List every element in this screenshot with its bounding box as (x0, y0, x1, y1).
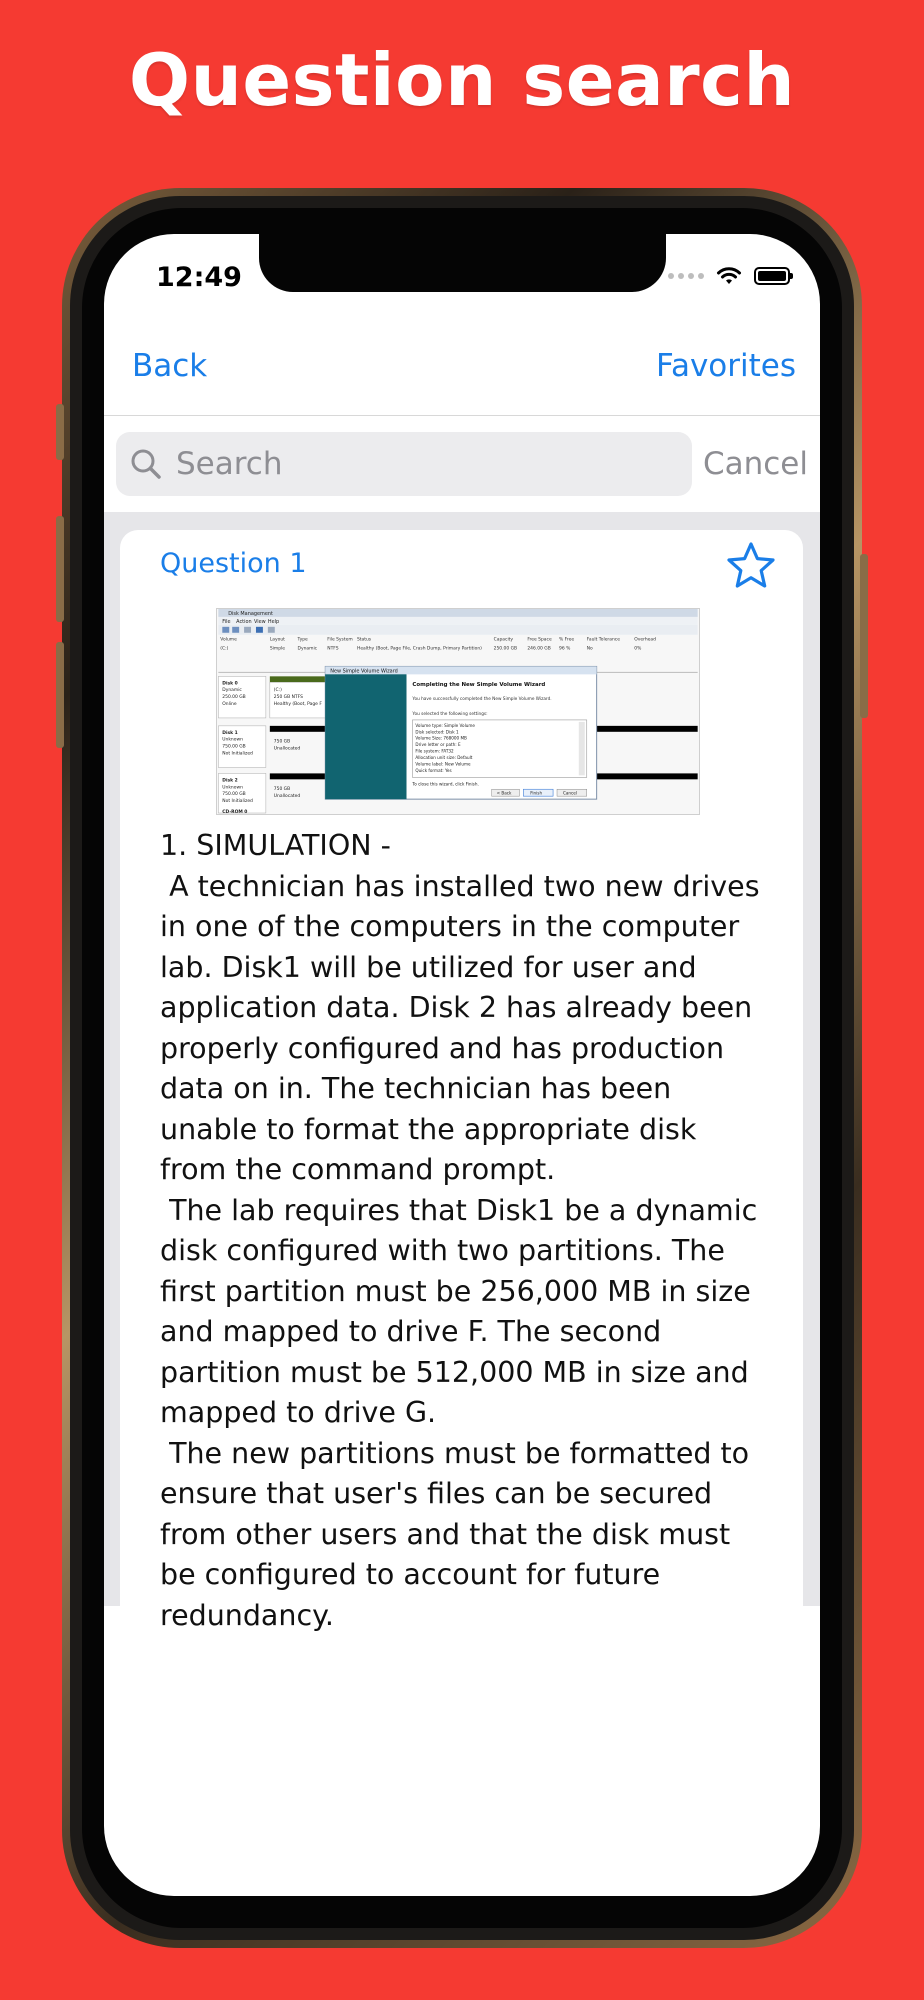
figure-col-overhead: Overhead (634, 637, 656, 643)
figure-disk2-line2: 750.00 GB (222, 792, 246, 798)
question-text: 1. SIMULATION - A technician has installed two new drives in one of the computers in the computer lab. Disk1 will be utilized for user and application data. Disk 2 has already been properly configured and has production data on in. The technician has been unable to format the appropriate disk from the command prompt. The lab requires that Disk1 be a dynamic disk configured with two partitions. The first partition must be 256,000 MB in size and mapped to drive F. The second partition must be 512,000 MB in size and mapped to drive G. The new partitions must be formatted to ensure that user's files can be secured from other users and that the disk must be configured to account for future redundancy. (160, 829, 760, 1632)
figure-disk0-line1: Dynamic (222, 688, 242, 694)
figure-disk0-part2: 250 GB NTFS (273, 695, 303, 701)
question-card[interactable] (120, 530, 803, 1730)
figure-disk2-part2: Unallocated (273, 794, 301, 800)
figure-menu-action: Action (236, 618, 252, 625)
figure-wizard-line2: You selected the following settings: (412, 711, 488, 717)
figure-wizard-heading: Completing the New Simple Volume Wizard (412, 682, 546, 689)
volume-up-button (56, 516, 64, 622)
phone-screen (104, 234, 820, 1896)
figure-disk1-name: Disk 1 (222, 730, 238, 736)
figure-col-layout: Layout (269, 637, 285, 643)
favorite-star-icon[interactable] (725, 540, 777, 592)
page-headline: Question search (128, 38, 796, 122)
power-button (860, 554, 868, 718)
search-field[interactable] (116, 432, 692, 496)
figure-setting-6: Allocation unit size: Default (415, 755, 473, 761)
figure-disk0-line3: Online (222, 702, 237, 708)
figure-disk0-part3: Healthy (Boot, Page F (273, 702, 322, 708)
figure-row-fault: No (586, 646, 593, 652)
figure-setting-5: File system: FAT32 (415, 748, 454, 754)
figure-disk2-part1: 750 GB (273, 787, 291, 793)
figure-row-capacity: 250.00 GB (493, 646, 518, 652)
figure-row-pctfree: 96 % (559, 646, 571, 652)
figure-row-free: 246.00 GB (527, 646, 551, 652)
figure-row-type: Dynamic (297, 646, 318, 652)
navigation-bar (104, 310, 820, 416)
figure-row-status: Healthy (Boot, Page File, Crash Dump, Primary Partition) (356, 646, 482, 652)
volume-down-button (56, 642, 64, 748)
figure-disk2-name: Disk 2 (222, 778, 238, 784)
figure-col-pctfree: % Free (559, 637, 575, 643)
figure-disk1-line3: Not Initialized (222, 751, 253, 757)
figure-setting-2: Disk selected: Disk 1 (415, 729, 459, 735)
favorites-button[interactable]: Favorites (655, 348, 796, 384)
figure-setting-7: Volume label: New Volume (415, 761, 471, 767)
figure-menu-view: View (253, 618, 266, 625)
figure-disk2-line1: Unknown (222, 785, 243, 791)
figure-setting-4: Drive letter or path: E (415, 742, 461, 748)
figure-col-free: Free Space (527, 637, 552, 643)
results-list (104, 512, 820, 1632)
figure-disk0-part1: (C:) (273, 688, 282, 694)
notch (259, 234, 666, 292)
figure-wizard-title: New Simple Volume Wizard (330, 668, 398, 675)
figure-disk0-line2: 250.00 GB (222, 695, 246, 701)
figure-disk1-part1: 750 GB (273, 739, 291, 745)
figure-col-status: Status (356, 637, 372, 643)
figure-menu-file: File (222, 618, 231, 625)
signal-dots-icon (668, 273, 704, 279)
figure-cdrom-name: CD-ROM 0 (222, 810, 248, 816)
figure-col-volume: Volume (220, 637, 237, 643)
figure-setting-1: Volume type: Simple Volume (415, 722, 475, 728)
battery-icon (754, 267, 790, 285)
wifi-icon (716, 266, 742, 286)
figure-col-capacity: Capacity (493, 637, 514, 643)
search-bar (104, 416, 820, 512)
figure-setting-3: Volume Size: 768000 MB (415, 735, 467, 741)
figure-disk2-line3: Not Initialized (222, 799, 253, 805)
side-button (56, 404, 64, 460)
figure-row-volume: (C:) (220, 646, 229, 652)
figure-menu-help: Help (267, 618, 280, 625)
figure-disk1-line2: 750.00 GB (222, 744, 246, 750)
figure-setting-8: Quick format: Yes (415, 767, 452, 773)
figure-col-fs: File System (327, 637, 353, 643)
status-icons (668, 266, 790, 286)
cancel-button[interactable]: Cancel (702, 446, 808, 482)
figure-cancel-button: Cancel (562, 790, 578, 796)
figure-disk1-part2: Unallocated (273, 746, 301, 752)
figure-disk1-line1: Unknown (222, 737, 243, 743)
figure-back-button: < Back (496, 790, 512, 796)
question-label: Question 1 (160, 548, 307, 579)
figure-col-type: Type (297, 637, 308, 643)
figure-finish-button: Finish (530, 790, 543, 796)
back-button[interactable]: Back (132, 348, 208, 384)
figure-window-title: Disk Management (228, 610, 273, 617)
figure-row-fs: NTFS (327, 646, 339, 652)
figure-wizard-close-note: To close this wizard, click Finish. (412, 781, 479, 787)
figure-row-overhead: 0% (634, 646, 642, 652)
figure-wizard-line1: You have successfully completed the New Simple Volume Wizard. (412, 697, 552, 703)
figure-disk0-name: Disk 0 (222, 681, 238, 687)
figure-row-layout: Simple (269, 646, 285, 652)
figure-col-fault: Fault Tolerance (586, 637, 620, 643)
search-input[interactable] (174, 445, 658, 483)
search-icon (130, 448, 162, 480)
status-time: 12:49 (156, 262, 242, 293)
question-image (216, 608, 700, 815)
